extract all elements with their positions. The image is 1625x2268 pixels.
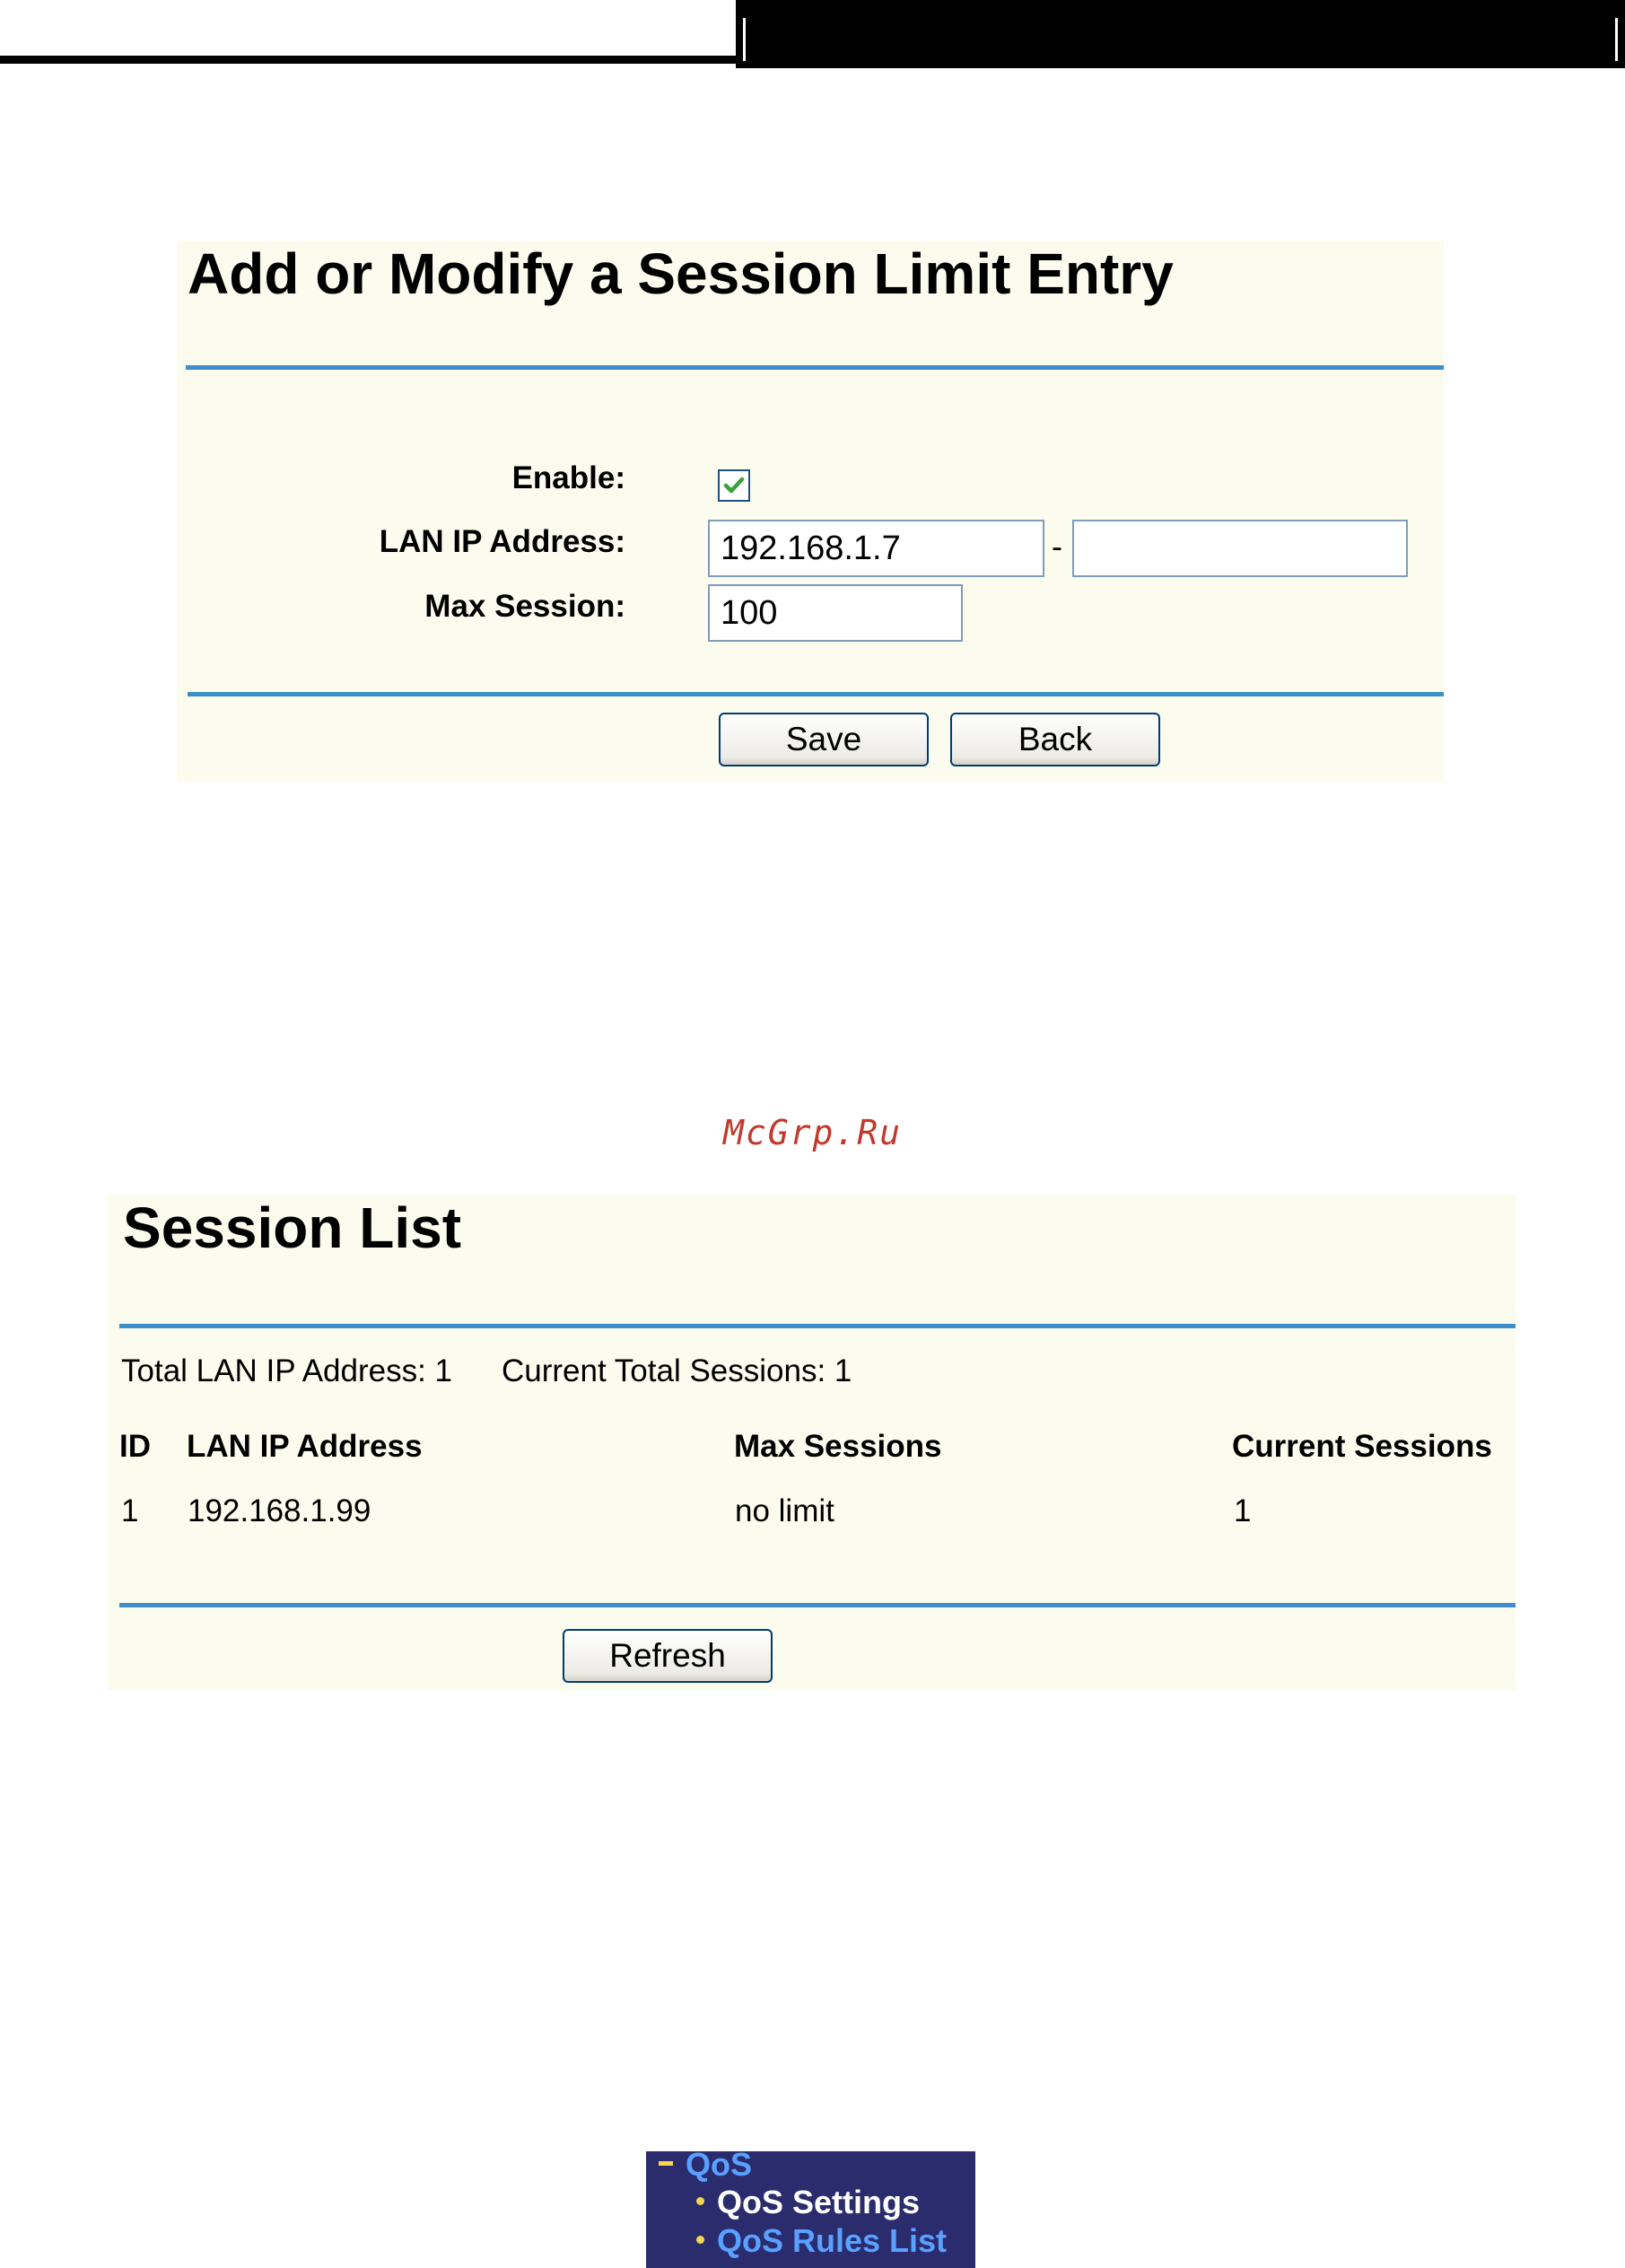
checkmark-icon bbox=[720, 471, 748, 500]
ip-range-separator: - bbox=[1052, 528, 1062, 565]
column-header-current-sessions: Current Sessions bbox=[1232, 1429, 1492, 1464]
session-limit-panel bbox=[177, 241, 1444, 782]
session-list-title: Session List bbox=[123, 1195, 461, 1260]
enable-label: Enable: bbox=[511, 460, 625, 495]
session-list-bottom-divider bbox=[119, 1603, 1516, 1607]
refresh-button[interactable]: Refresh bbox=[563, 1629, 773, 1683]
max-session-label: Max Session: bbox=[424, 589, 625, 624]
column-header-id: ID bbox=[119, 1429, 151, 1464]
collapse-minus-icon bbox=[659, 2161, 673, 2166]
header-bar bbox=[736, 0, 1625, 68]
back-button[interactable]: Back bbox=[950, 713, 1160, 766]
qos-menu bbox=[646, 2151, 975, 2268]
column-header-max-sessions: Max Sessions bbox=[734, 1429, 942, 1464]
max-session-input[interactable] bbox=[708, 584, 963, 642]
form-divider bbox=[188, 692, 1444, 696]
cell-id: 1 bbox=[121, 1493, 139, 1528]
watermark: McGrp.Ru bbox=[722, 1113, 903, 1152]
total-lan-ip-count: Total LAN IP Address: 1 bbox=[121, 1353, 453, 1388]
cell-current-sessions: 1 bbox=[1234, 1493, 1252, 1528]
lan-ip-end-input[interactable] bbox=[1072, 520, 1408, 577]
lan-ip-start-input[interactable] bbox=[708, 520, 1044, 577]
bullet-icon bbox=[696, 2197, 704, 2205]
column-header-lan-ip: LAN IP Address bbox=[187, 1429, 423, 1464]
save-button[interactable]: Save bbox=[719, 713, 929, 766]
cell-max-sessions: no limit bbox=[735, 1493, 834, 1528]
session-list-title-divider bbox=[119, 1324, 1516, 1328]
page-title: Add or Modify a Session Limit Entry bbox=[188, 241, 1174, 306]
menu-item-qos-settings[interactable]: QoS Settings bbox=[696, 2184, 920, 2221]
cell-lan-ip: 192.168.1.99 bbox=[188, 1493, 371, 1528]
menu-section-qos[interactable]: QoS bbox=[659, 2151, 752, 2184]
header-notch-right bbox=[1615, 18, 1618, 61]
menu-item-qos-rules-list[interactable]: QoS Rules List bbox=[696, 2222, 947, 2260]
current-total-sessions: Current Total Sessions: 1 bbox=[502, 1353, 852, 1388]
header-notch-left bbox=[743, 18, 746, 61]
header-rule bbox=[0, 56, 736, 64]
enable-checkbox[interactable] bbox=[718, 469, 750, 502]
bullet-icon bbox=[696, 2236, 704, 2244]
lan-ip-label: LAN IP Address: bbox=[379, 524, 625, 559]
title-divider bbox=[186, 365, 1444, 370]
session-list-panel bbox=[107, 1195, 1516, 1690]
